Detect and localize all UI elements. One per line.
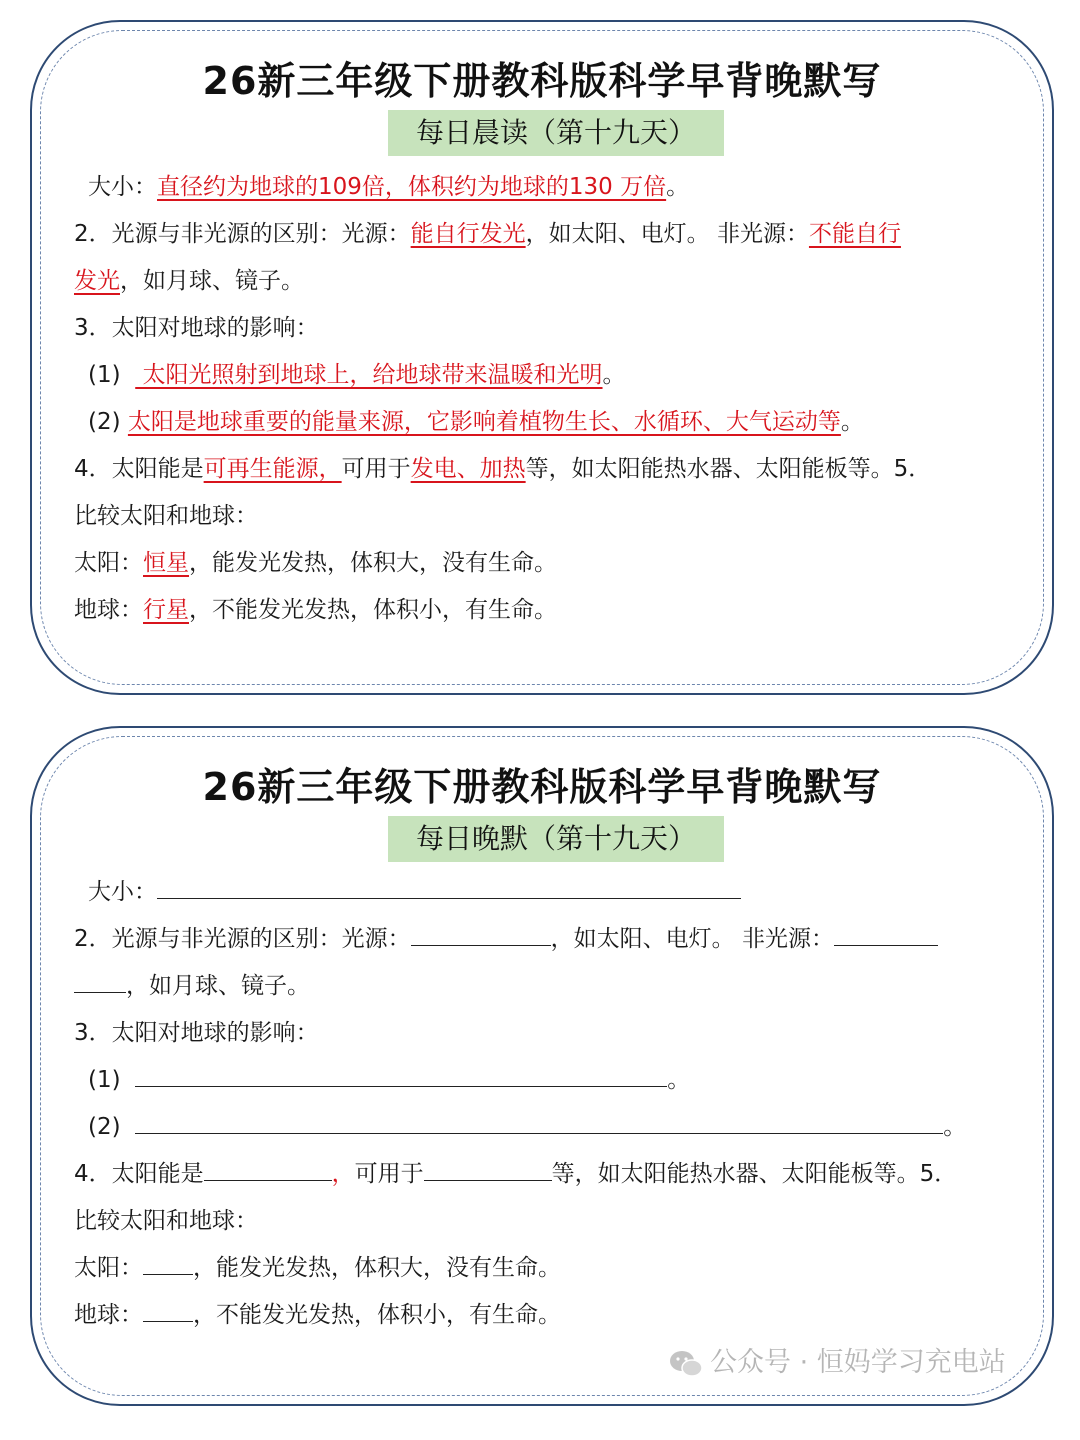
q3-item-1-number: (1)	[88, 362, 121, 388]
q2-line	[74, 920, 938, 953]
q3-item-2-number: (2)	[88, 1114, 121, 1140]
q2-mid: ，如太阳、电灯。 非光源：	[550, 926, 834, 952]
q2-end: ，如月球、镜子。	[126, 973, 310, 999]
size-blank[interactable]	[157, 874, 741, 899]
q4-mid: 可用于	[341, 456, 411, 482]
q3-item-2-answer: 太阳是地球重要的能量来源，它影响着植物生长、水循环、大气运动等	[127, 409, 841, 435]
q3-item-1	[88, 1061, 690, 1094]
sun-end: ，能发光发热，体积大，没有生命。	[193, 1255, 561, 1281]
q2-mid: ，如太阳、电灯。 非光源：	[525, 221, 809, 247]
earth-line	[74, 1296, 561, 1329]
sun-line	[74, 1249, 561, 1282]
q3-item-1	[88, 356, 626, 389]
q4-blank-renewable[interactable]	[204, 1156, 332, 1181]
earth-label: 地球：	[74, 597, 143, 623]
q3-item-2-end: 。	[943, 1114, 967, 1140]
q2-line-cont	[74, 262, 304, 295]
q4-end: 等，如太阳能热水器、太阳能板等。5．	[551, 1161, 958, 1187]
earth-end: ，不能发光发热，体积小，有生命。	[189, 597, 557, 623]
q2-end: ，如月球、镜子。	[120, 268, 304, 294]
q3-item-2-number: (2)	[88, 409, 121, 435]
q3-item-1-answer: 太阳光照射到地球上，给地球带来温暖和光明	[135, 362, 603, 388]
q2-answer-light-source: 能自行发光	[410, 221, 526, 247]
sun-label: 太阳：	[74, 1255, 143, 1281]
q2-line-cont	[74, 967, 310, 1000]
page-title: 26新三年级下册教科版科学早背晚默写	[202, 59, 882, 103]
q3-item-2	[88, 403, 864, 436]
size-label: 大小：	[88, 174, 157, 200]
subtitle-badge: 每日晚默（第十九天）	[388, 816, 724, 862]
q5-label: 比较太阳和地球：	[74, 1208, 258, 1234]
size-label: 大小：	[88, 879, 157, 905]
q5-label: 比较太阳和地球：	[74, 503, 258, 529]
earth-label: 地球：	[74, 1302, 143, 1328]
q4-answer-renewable: 可再生能源，	[203, 456, 342, 482]
q3-label: 3．太阳对地球的影响：	[74, 1020, 319, 1046]
q3-item-2-end: 。	[840, 409, 864, 435]
q2-blank-non-light-source-cont[interactable]	[74, 968, 126, 993]
earth-line	[74, 591, 557, 624]
q3-item-1-end: 。	[602, 362, 626, 388]
earth-blank[interactable]	[143, 1297, 193, 1322]
sun-label: 太阳：	[74, 550, 143, 576]
q4-end: 等，如太阳能热水器、太阳能板等。5．	[525, 456, 932, 482]
q3-item-1-end: 。	[667, 1067, 691, 1093]
size-end: 。	[666, 174, 690, 200]
earth-end: ，不能发光发热，体积小，有生命。	[193, 1302, 561, 1328]
q3-item-2-blank[interactable]	[135, 1109, 943, 1134]
q2-label: 2．光源与非光源的区别：光源：	[74, 221, 411, 247]
wechat-icon	[668, 1349, 704, 1379]
q2-answer-non-light-source-cont: 发光	[74, 268, 120, 294]
q4-label: 4．太阳能是	[74, 1161, 204, 1187]
q4-line	[74, 450, 931, 483]
q3-item-1-blank[interactable]	[135, 1062, 667, 1087]
q2-blank-non-light-source[interactable]	[834, 921, 938, 946]
q2-line	[74, 215, 901, 248]
earth-answer: 行星	[143, 597, 189, 623]
q4-blank-uses[interactable]	[424, 1156, 552, 1181]
sun-end: ，能发光发热，体积大，没有生命。	[189, 550, 557, 576]
q2-answer-non-light-source: 不能自行	[808, 221, 901, 247]
page-title: 26新三年级下册教科版科学早背晚默写	[202, 765, 882, 809]
size-line	[88, 168, 689, 201]
q3-label: 3．太阳对地球的影响：	[74, 315, 319, 341]
size-line	[88, 873, 741, 906]
watermark	[668, 1340, 1048, 1379]
q2-blank-light-source[interactable]	[411, 921, 551, 946]
q4-line	[74, 1155, 957, 1188]
subtitle-badge: 每日晨读（第十九天）	[388, 110, 724, 156]
q2-label: 2．光源与非光源的区别：光源：	[74, 926, 411, 952]
q4-answer-uses: 发电、加热	[410, 456, 526, 482]
q4-label: 4．太阳能是	[74, 456, 204, 482]
size-answer: 直径约为地球的109倍，体积约为地球的130 万倍	[157, 174, 667, 200]
sun-blank[interactable]	[143, 1250, 193, 1275]
q4-mid: 可用于	[354, 1161, 424, 1187]
q3-item-1-number: (1)	[88, 1067, 121, 1093]
sun-answer: 恒星	[143, 550, 189, 576]
q4-comma: ，	[331, 1161, 355, 1187]
q3-item-2	[88, 1108, 966, 1141]
watermark-text: 公众号 · 恒妈学习充电站	[710, 1347, 1006, 1378]
sun-line	[74, 544, 557, 577]
